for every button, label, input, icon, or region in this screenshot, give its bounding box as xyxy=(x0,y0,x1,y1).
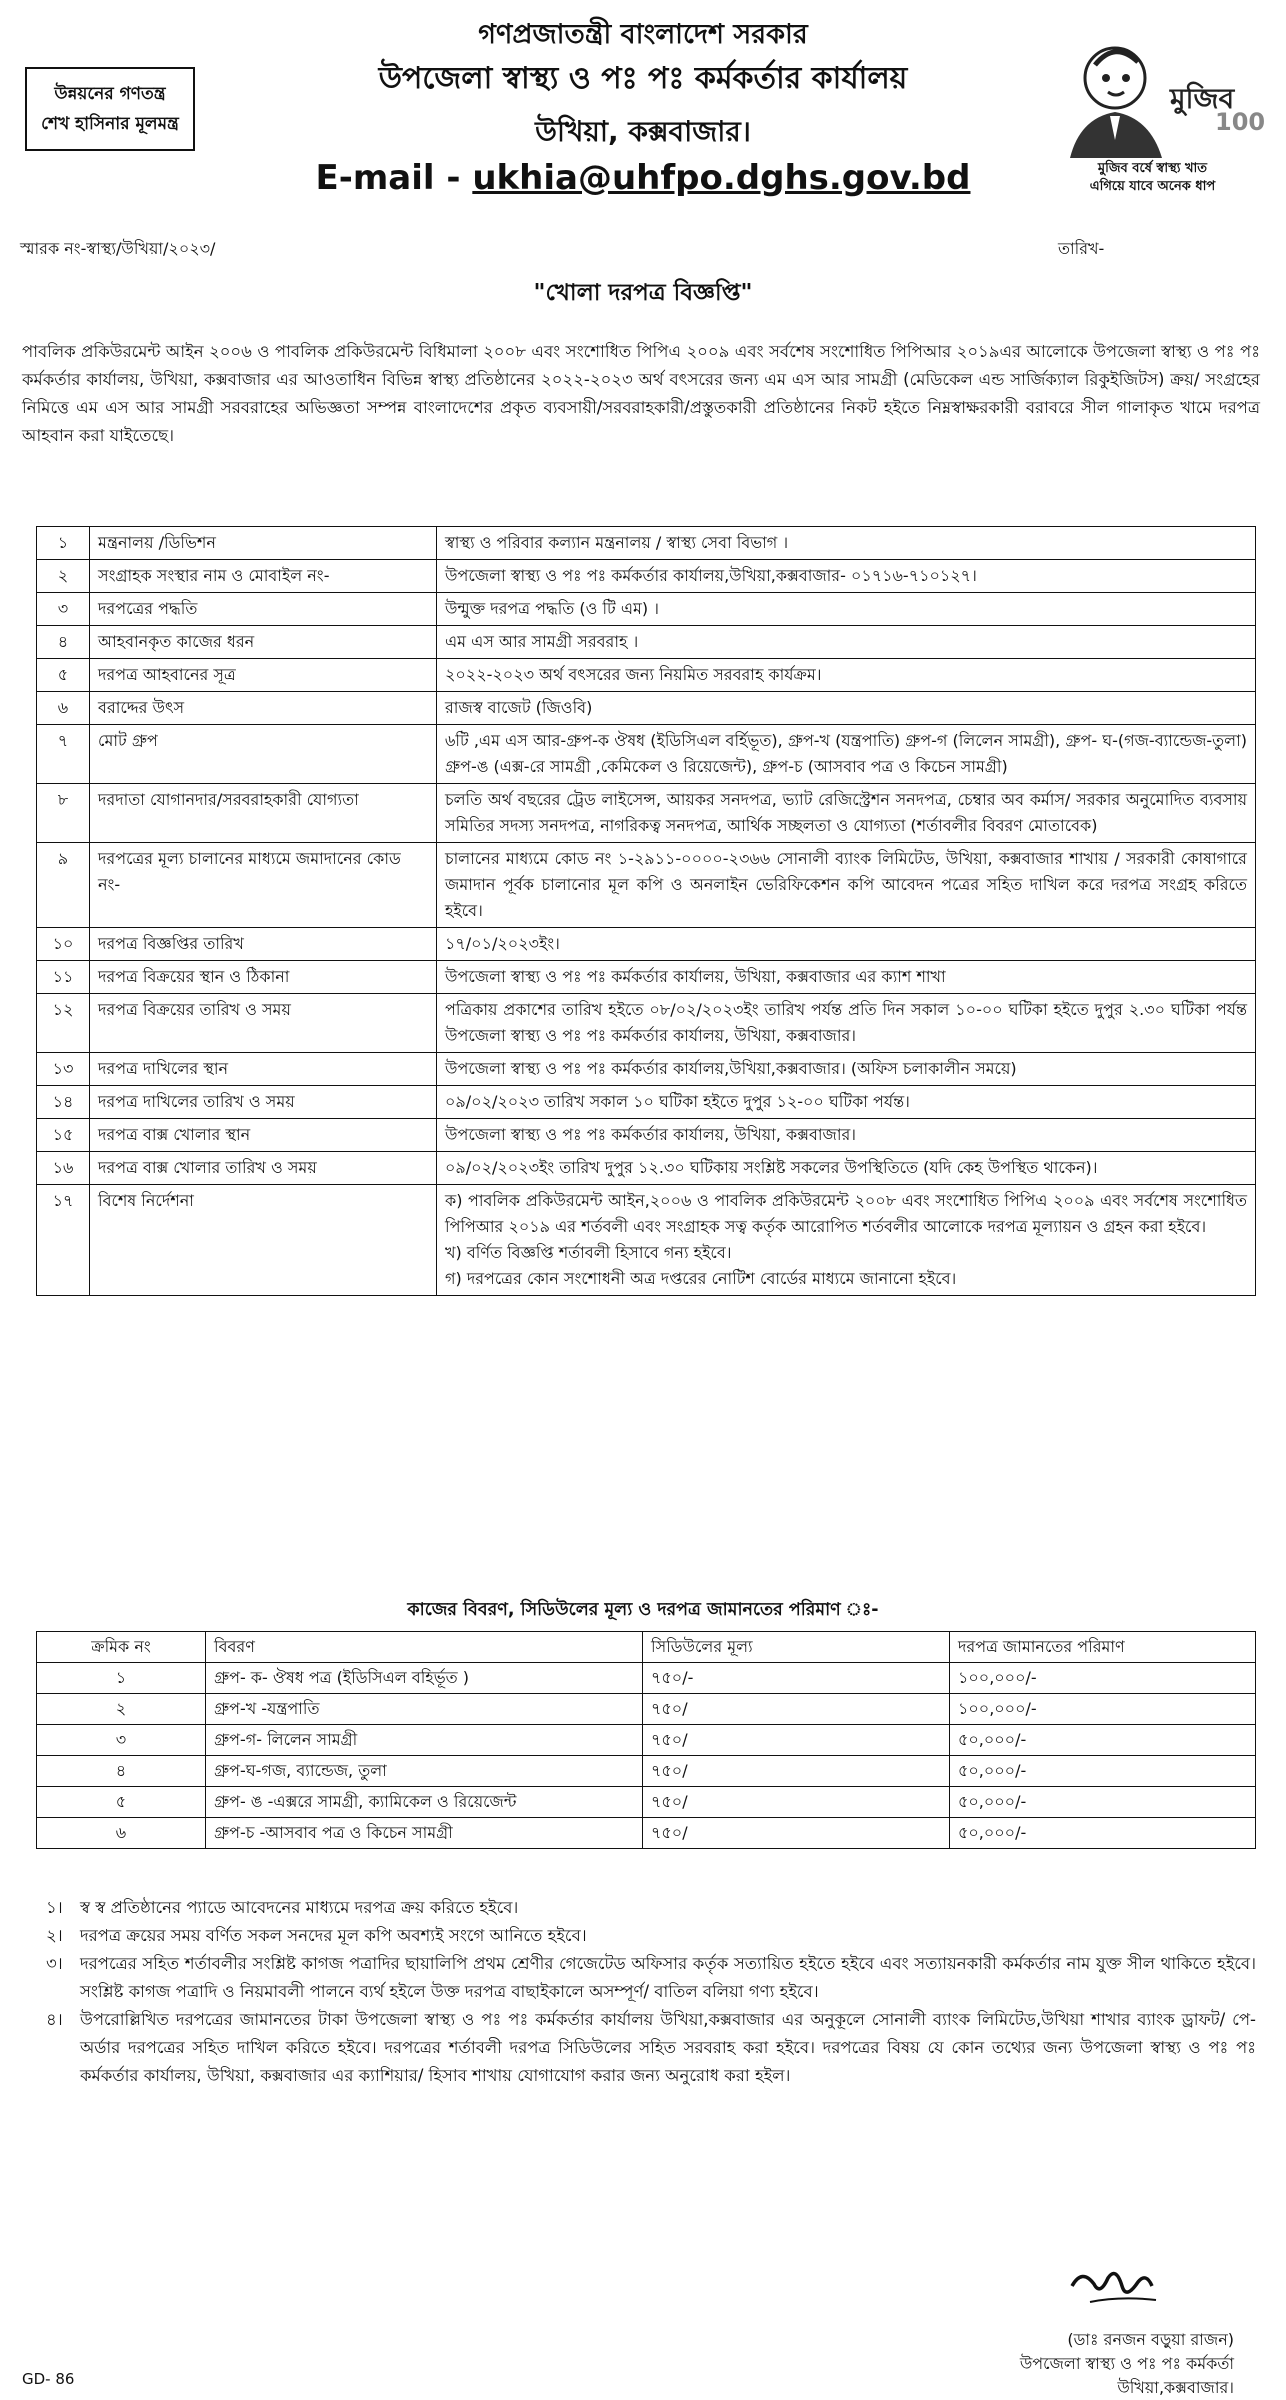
details-row xyxy=(37,928,1256,961)
logo-caption-2: এগিয়ে যাবে অনেক ধাপ xyxy=(1089,179,1216,194)
schedule-serial: ২ xyxy=(37,1694,206,1725)
note-number: ১। xyxy=(46,1898,63,1917)
handwritten-signature-icon xyxy=(1060,2256,1190,2318)
intro-paragraph: পাবলিক প্রকিউরমেন্ট আইন ২০০৬ ও পাবলিক প্রকিউরমেন্ট বিধিমালা ২০০৮ এবং সংশোধিত পিপিএ ২০০৯ এবং সর্বশেষ সংশোধিত পিপিআর ২০১৯এর আলোকে উপজেলা স্বাস্থ্য ও পঃ পঃ কর্মকর্তার কার্যালয়, উখিয়া, কক্সবাজার এর আওতাধিন বিভিন্ন স্বাস্থ্য প্রতিষ্ঠানের ২০২২-২০২৩ অর্থ বৎসরের জন্য এম এস আর সামগ্রী (মেডিকেল এন্ড সার্জিক্যাল রিকুইজিটস) ক্রয়/ সংগ্রহের নিমিত্তে এম এস আর সামগ্রী সরবরাহের অভিজ্ঞতা সম্পন্ন বাংলাদেশের প্রকৃত ব্যবসায়ী/সরবরাহকারী/প্রস্তুতকারী প্রতিষ্ঠানের নিকট হইতে নিম্নস্বাক্ষরকারী বরাবরে সীল গালাকৃত খামে দরপত্র আহবান করা যাইতেছে। xyxy=(22,342,1260,445)
schedule-security: ৫০,০০০/- xyxy=(950,1818,1256,1849)
email-address[interactable]: ukhia@uhfpo.dghs.gov.bd xyxy=(472,158,971,198)
details-row-number: ১৫ xyxy=(37,1119,90,1152)
details-row-number: ৯ xyxy=(37,843,90,928)
note-item xyxy=(46,2006,1256,2090)
details-row-value: ৬টি ,এম এস আর-গ্রুপ-ক ঔষধ (ইডিসিএল বর্হিভূত), গ্রুপ-খ (যন্ত্রপাতি) গ্রুপ-গ (লিলেন সামগ্রী), গ্রুপ- ঘ-(গজ-ব্যান্ডেজ-তুলা) গ্রুপ-ঙ (এক্স-রে সামগ্রী ,কেমিকেল ও রিয়েজেন্ট), গ্রুপ-চ (আসবাব পত্র ও কিচেন সামগ্রী) xyxy=(437,725,1256,784)
schedule-price: ৭৫০/ xyxy=(643,1694,950,1725)
schedule-serial: ৪ xyxy=(37,1756,206,1787)
details-row-label: বরাদ্দের উৎস xyxy=(90,692,437,725)
mujib-portrait-icon xyxy=(1050,30,1266,160)
header-location: উখিয়া, কক্সবাজার। xyxy=(535,115,751,148)
details-row xyxy=(37,1119,1256,1152)
signatory-designation: উপজেলা স্বাস্থ্য ও পঃ পঃ কর্মকর্তা xyxy=(1019,2354,1234,2373)
details-row xyxy=(37,994,1256,1053)
notice-title: "খোলা দরপত্র বিজ্ঞপ্তি" xyxy=(533,280,753,306)
details-row-number: ৫ xyxy=(37,659,90,692)
details-row-number: ১২ xyxy=(37,994,90,1053)
details-row xyxy=(37,560,1256,593)
schedule-price: ৭৫০/ xyxy=(643,1725,950,1756)
details-row-number: ১৪ xyxy=(37,1086,90,1119)
details-row-number: ৩ xyxy=(37,593,90,626)
details-row-value: উপজেলা স্বাস্থ্য ও পঃ পঃ কর্মকর্তার কার্যালয়,উখিয়া,কক্সবাজার। (অফিস চলাকালীন সময়ে) xyxy=(437,1053,1256,1086)
details-row-label: দরদাতা যোগানদার/সরবরাহকারী যোগ্যতা xyxy=(90,784,437,843)
details-row-value: ১৭/০১/২০২৩ইং। xyxy=(437,928,1256,961)
details-row-value: এম এস আর সামগ্রী সরবরাহ । xyxy=(437,626,1256,659)
details-row-value: ০৯/০২/২০২৩ইং তারিখ দুপুর ১২.৩০ ঘটিকায় সংশ্লিষ্ট সকলের উপস্থিতিতে (যদি কেহ উপস্থিত থাকেন)। xyxy=(437,1152,1256,1185)
details-row-value: পত্রিকায় প্রকাশের তারিখ হইতে ০৮/০২/২০২৩ইং তারিখ পর্যন্ত প্রতি দিন সকাল ১০-০০ ঘটিকা হইতে দুপুর ২.৩০ ঘটিকা পর্যন্ত উপজেলা স্বাস্থ্য ও পঃ পঃ কর্মকর্তার কার্যালয়, উখিয়া, কক্সবাজার। xyxy=(437,994,1256,1053)
details-row xyxy=(37,593,1256,626)
schedule-header-security: দরপত্র জামানতের পরিমাণ xyxy=(950,1632,1256,1663)
note-text: দরপত্রের সহিত শর্তাবলীর সংশ্লিষ্ট কাগজ পত্রাদির ছায়ালিপি প্রথম শ্রেণীর গেজেটেড অফিসার কর্তৃক সত্যায়িত হইতে হইবে এবং সত্যায়নকারী কর্মকর্তার নাম যুক্ত সীল থাকিতে হইবে। সংশ্লিষ্ট কাগজ পত্রাদি ও নিয়মাবলী পালনে ব্যর্থ হইলে উক্ত দরপত্র বাছাইকালে অসম্পূর্ণ/ বাতিল বলিয়া গণ্য হইবে। xyxy=(80,1954,1256,2001)
schedule-title: কাজের বিবরণ, সিডিউলের মূল্য ও দরপত্র জামানতের পরিমাণ ঃ- xyxy=(407,1600,879,1620)
details-row-label: দরপত্রের পদ্ধতি xyxy=(90,593,437,626)
details-row-number: ১০ xyxy=(37,928,90,961)
details-row-value: ০৯/০২/২০২৩ তারিখ সকাল ১০ ঘটিকা হইতে দুপুর ১২-০০ ঘটিকা পর্যন্ত। xyxy=(437,1086,1256,1119)
schedule-description: গ্রুপ-খ -যন্ত্রপাতি xyxy=(206,1694,643,1725)
slogan-line-1: উন্নয়নের গণতন্ত্র xyxy=(54,84,166,104)
schedule-row xyxy=(37,1663,1256,1694)
details-row-number: ১৬ xyxy=(37,1152,90,1185)
details-row-label: দরপত্র বাক্স খোলার স্থান xyxy=(90,1119,437,1152)
details-row-number: ১৩ xyxy=(37,1053,90,1086)
schedule-row xyxy=(37,1756,1256,1787)
schedule-row xyxy=(37,1694,1256,1725)
schedule-serial: ১ xyxy=(37,1663,206,1694)
special-instruction: গ) দরপত্রের কোন সংশোধনী অত্র দপ্তরের নোটিশ বোর্ডের মাধ্যমে জানানো হইবে। xyxy=(445,1269,957,1288)
schedule-header-price: সিডিউলের মূল্য xyxy=(643,1632,950,1663)
details-row-label: মোট গ্রুপ xyxy=(90,725,437,784)
details-row-value: রাজস্ব বাজেট (জিওবি) xyxy=(437,692,1256,725)
note-item xyxy=(46,1950,1256,2006)
details-row xyxy=(37,692,1256,725)
details-row xyxy=(37,1053,1256,1086)
schedule-description: গ্রুপ-গ- লিলেন সামগ্রী xyxy=(206,1725,643,1756)
details-row xyxy=(37,843,1256,928)
schedule-description: গ্রুপ-চ -আসবাব পত্র ও কিচেন সামগ্রী xyxy=(206,1818,643,1849)
details-row xyxy=(37,1086,1256,1119)
schedule-price: ৭৫০/ xyxy=(643,1787,950,1818)
date-label: তারিখ- xyxy=(1058,239,1105,258)
details-row-label: মন্ত্রনালয় /ডিভিশন xyxy=(90,527,437,560)
schedule-price: ৭৫০/ xyxy=(643,1818,950,1849)
schedule-security: ৫০,০০০/- xyxy=(950,1787,1256,1818)
details-row xyxy=(37,784,1256,843)
details-row-value: উপজেলা স্বাস্থ্য ও পঃ পঃ কর্মকর্তার কার্যালয়, উখিয়া, কক্সবাজার এর ক্যাশ শাখা xyxy=(437,961,1256,994)
mujib-year-logo xyxy=(1050,30,1266,160)
logo-caption-1: মুজিব বর্ষে স্বাস্থ্য খাত xyxy=(1097,161,1208,176)
schedule-price: ৭৫০/ xyxy=(643,1756,950,1787)
details-row-number: ৭ xyxy=(37,725,90,784)
details-row-number: ২ xyxy=(37,560,90,593)
details-row xyxy=(37,527,1256,560)
schedule-row xyxy=(37,1725,1256,1756)
signatory-name: (ডাঃ রনজন বড়ুয়া রাজন) xyxy=(1067,2330,1234,2349)
details-row xyxy=(37,961,1256,994)
details-row-label: দরপত্র দাখিলের স্থান xyxy=(90,1053,437,1086)
details-row xyxy=(37,1185,1256,1296)
schedule-description: গ্রুপ-ঘ-গজ, ব্যান্ডেজ, তুলা xyxy=(206,1756,643,1787)
details-row-value: চলতি অর্থ বছরের ট্রেড লাইসেন্স, আয়কর সনদপত্র, ভ্যাট রেজিস্ট্রেশন সনদপত্র, চেম্বার অব কর্মাস/ সরকার অনুমোদিত ব্যবসায় সমিতির সদস্য সনদপত্র, নাগরিকত্ব সনদপত্র, আর্থিক সচ্ছলতা ও যোগ্যতা (শর্তাবলীর বিবরণ মোতাবেক) xyxy=(437,784,1256,843)
special-instruction: ক) পাবলিক প্রকিউরমেন্ট আইন,২০০৬ ও পাবলিক প্রকিউরমেন্ট ২০০৮ এবং সংশোধিত পিপিএ ২০০৯ এবং সর্বশেষ সংশোধিত পিপিআর ২০১৯ এর শর্তবলী এবং সংগ্রাহক সত্ব কর্তৃক আরোপিত শর্তবলীর আলোকে দরপত্র মূল্যায়ন ও গ্রহন করা হইবে। xyxy=(445,1191,1247,1236)
details-row-value xyxy=(437,1185,1256,1296)
details-row-number: ৪ xyxy=(37,626,90,659)
details-row-value: চালানের মাধ্যমে কোড নং ১-২৯১১-০০০০-২৩৬৬ সোনালী ব্যাংক লিমিটেড, উখিয়া, কক্সবাজার শাখায় / সরকারী কোষাগারে জমাদান পূর্বক চালানোর মূল কপি ও অনলাইন ভেরিফিকেশন কপি আবেদন পত্রের সহিত দাখিল করে দরপত্র সংগ্রহ করিতে হইবে। xyxy=(437,843,1256,928)
details-row-label: দরপত্র বিক্রয়ের স্থান ও ঠিকানা xyxy=(90,961,437,994)
memo-number: স্মারক নং-স্বাস্থ্য/উখিয়া/২০২৩/ xyxy=(20,239,216,258)
details-row-value: উপজেলা স্বাস্থ্য ও পঃ পঃ কর্মকর্তার কার্যালয়,উখিয়া,কক্সবাজার- ০১৭১৬-৭১০১২৭। xyxy=(437,560,1256,593)
schedule-price: ৭৫০/- xyxy=(643,1663,950,1694)
schedule-header-serial: ক্রমিক নং xyxy=(37,1632,206,1663)
slogan-line-2: শেখ হাসিনার মূলমন্ত্র xyxy=(41,114,179,134)
svg-text:মুজিব: মুজিব xyxy=(1170,82,1235,115)
details-row-number: ৬ xyxy=(37,692,90,725)
schedule-serial: ৩ xyxy=(37,1725,206,1756)
details-row-number: ১৭ xyxy=(37,1185,90,1296)
details-row-label: সংগ্রাহক সংস্থার নাম ও মোবাইল নং- xyxy=(90,560,437,593)
details-row-value: ২০২২-২০২৩ অর্থ বৎসরের জন্য নিয়মিত সরবরাহ কার্যক্রম। xyxy=(437,659,1256,692)
signature-mark xyxy=(1060,2256,1190,2318)
schedule-row xyxy=(37,1818,1256,1849)
svg-text:100: 100 xyxy=(1215,108,1266,136)
schedule-header-desc: বিবরণ xyxy=(206,1632,643,1663)
details-row-number: ১ xyxy=(37,527,90,560)
schedule-security: ১০০,০০০/- xyxy=(950,1663,1256,1694)
details-row xyxy=(37,725,1256,784)
details-row-number: ১১ xyxy=(37,961,90,994)
details-row-label: দরপত্র বাক্স খোলার তারিখ ও সময় xyxy=(90,1152,437,1185)
details-row xyxy=(37,1152,1256,1185)
details-row-value: স্বাস্থ্য ও পরিবার কল্যান মন্ত্রনালয় / স্বাস্থ্য সেবা বিভাগ । xyxy=(437,527,1256,560)
schedule-serial: ৫ xyxy=(37,1787,206,1818)
schedule-security: ১০০,০০০/- xyxy=(950,1694,1256,1725)
header-office: উপজেলা স্বাস্থ্য ও পঃ পঃ কর্মকর্তার কার্যালয় xyxy=(378,61,908,96)
details-row-number: ৮ xyxy=(37,784,90,843)
details-row-label: দরপত্রের মূল্য চালানের মাধ্যমে জমাদানের কোড নং- xyxy=(90,843,437,928)
note-number: ২। xyxy=(46,1926,63,1945)
logo-caption xyxy=(1050,160,1255,196)
details-row-label: আহবানকৃত কাজের ধরন xyxy=(90,626,437,659)
note-text: উপরোল্লিখিত দরপত্রের জামানতের টাকা উপজেলা স্বাস্থ্য ও পঃ পঃ কর্মকর্তার কার্যালয় উখিয়া,কক্সবাজার এর অনুকূলে সোনালী ব্যাংক লিমিটেড,উখিয়া শাখার ব্যাংক ড্রাফট/ পে-অর্ডার দরপত্রের সহিত দাখিল করিতে হইবে। দরপত্রের শর্তাবলী দরপত্র সিডিউলের সহিত সরবরাহ করা হইবে। দরপত্রের বিষয় যে কোন তথ্যের জন্য উপজেলা স্বাস্থ্য ও পঃ পঃ কর্মকর্তার কার্যালয়, উখিয়া, কক্সবাজার এর ক্যাশিয়ার/ হিসাব শাখায় যোগাযোগ করার জন্য অনুরোধ করা হইল। xyxy=(80,2010,1256,2085)
signatory-place: উখিয়া,কক্সবাজার। xyxy=(1117,2378,1234,2397)
details-row-label: বিশেষ নির্দেশনা xyxy=(90,1185,437,1296)
note-number: ৪। xyxy=(46,2010,63,2029)
details-row xyxy=(37,659,1256,692)
details-row-label: দরপত্র বিক্রয়ের তারিখ ও সময় xyxy=(90,994,437,1053)
details-row-value: উপজেলা স্বাস্থ্য ও পঃ পঃ কর্মকর্তার কার্যালয়, উখিয়া, কক্সবাজার। xyxy=(437,1119,1256,1152)
details-row-label: দরপত্র বিজ্ঞপ্তির তারিখ xyxy=(90,928,437,961)
schedule-description: গ্রুপ- ঙ -এক্সরে সামগ্রী, ক্যামিকেল ও রিয়েজেন্ট xyxy=(206,1787,643,1818)
schedule-serial: ৬ xyxy=(37,1818,206,1849)
special-instruction: খ) বর্ণিত বিজ্ঞপ্তি শর্তাবলী হিসাবে গন্য হইবে। xyxy=(445,1243,732,1262)
note-text: স্ব স্ব প্রতিষ্ঠানের প্যাডে আবেদনের মাধ্যমে দরপত্র ক্রয় করিতে হইবে। xyxy=(80,1898,519,1917)
note-item xyxy=(46,1894,1256,1922)
footer-code: GD- 86 xyxy=(22,2370,75,2388)
details-table xyxy=(36,526,1256,1296)
header-govt: গণপ্রজাতন্ত্রী বাংলাদেশ সরকার xyxy=(478,19,808,50)
note-item xyxy=(46,1922,1256,1950)
note-text: দরপত্র ক্রয়ের সময় বর্ণিত সকল সনদের মূল কপি অবশ্যই সংগে আনিতে হইবে। xyxy=(80,1926,587,1945)
details-row xyxy=(37,626,1256,659)
schedule-security: ৫০,০০০/- xyxy=(950,1725,1256,1756)
schedule-security: ৫০,০০০/- xyxy=(950,1756,1256,1787)
note-number: ৩। xyxy=(46,1954,63,1973)
schedule-table xyxy=(36,1631,1256,1849)
schedule-header-row xyxy=(37,1632,1256,1663)
schedule-description: গ্রুপ- ক- ঔষধ পত্র (ইডিসিএল বহির্ভূত ) xyxy=(206,1663,643,1694)
signature-block xyxy=(0,2328,1286,2400)
details-row-value: উন্মুক্ত দরপত্র পদ্ধতি (ও টি এম) । xyxy=(437,593,1256,626)
schedule-row xyxy=(37,1787,1256,1818)
notes-list xyxy=(46,1894,1256,2090)
email-label: E-mail - xyxy=(315,158,473,198)
details-row-label: দরপত্র দাখিলের তারিখ ও সময় xyxy=(90,1086,437,1119)
details-row-label: দরপত্র আহবানের সূত্র xyxy=(90,659,437,692)
